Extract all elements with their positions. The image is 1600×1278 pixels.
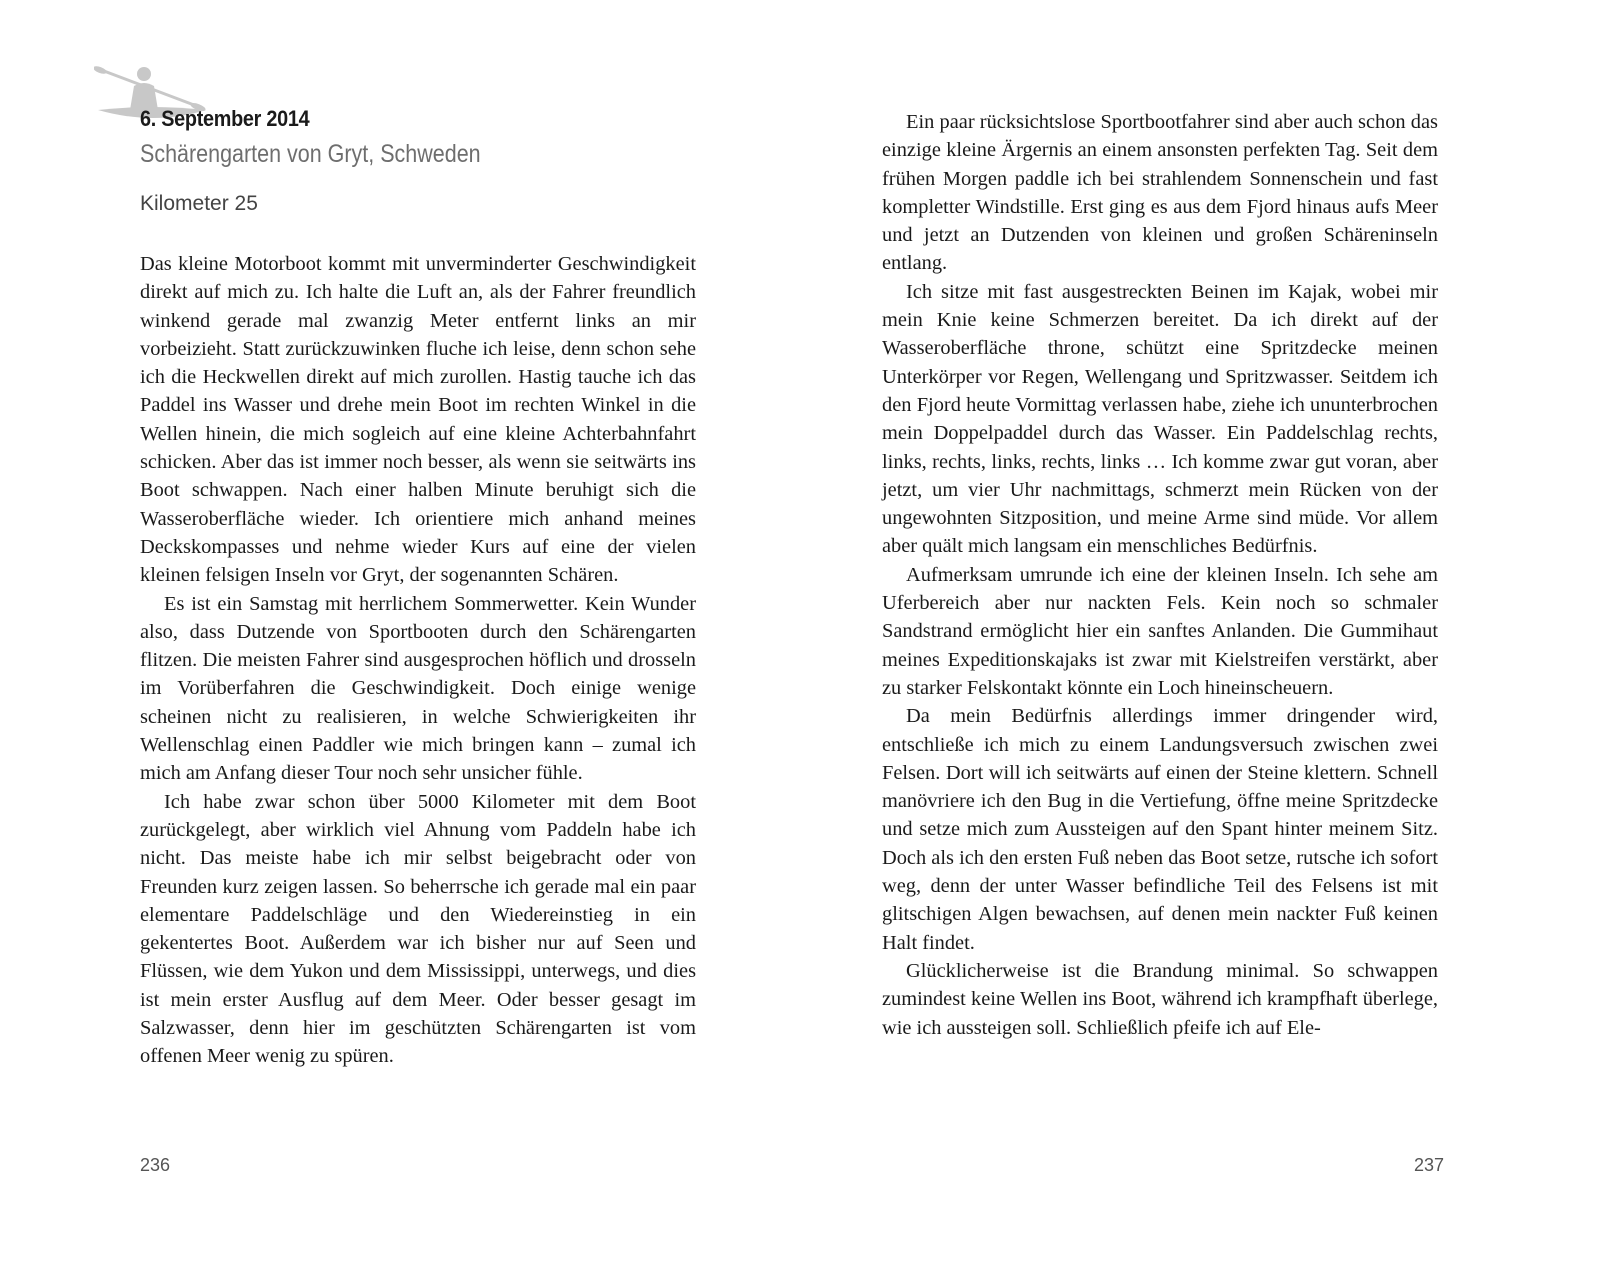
right-body-text — [882, 108, 1438, 1042]
paragraph: Ich habe zwar schon über 5000 Kilometer mit dem Boot zurückgelegt, aber wirklich viel Ahnung vom Paddeln habe ich nicht. Das meiste habe ich mir selbst beigebracht oder von Freunden kurz zeigen lassen. So beherrsche ich gerade mal ein paar elementare Paddelschläge und den Wiedereinstieg in ein gekentertes Boot. Außerdem war ich bisher nur auf Seen und Flüssen, wie dem Yukon und dem Mississippi, unterwegs, und dies ist mein erster Ausflug auf dem Meer. Oder besser gesagt im Salzwasser, denn hier im geschützten Schärengarten ist vom offenen Meer wenig zu spüren. — [140, 790, 696, 1068]
paragraph: Ein paar rücksichtslose Sportbootfahrer sind aber auch schon das einzige kleine Ärgernis an einem ansonsten perfekten Tag. Seit dem frühen Morgen paddle ich bei strahlendem Sonnenschein und fast kompletter Windstille. Erst ging es aus dem Fjord hinaus aufs Meer und jetzt an Dutzenden von kleinen und großen Schäreninseln entlang. — [882, 111, 1438, 275]
chapter-location: Schärengarten von Gryt, Schweden — [140, 140, 481, 168]
right-page — [800, 0, 1600, 1278]
page-number: 237 — [1414, 1155, 1445, 1175]
paragraph: Aufmerksam umrunde ich eine der kleinen Inseln. Ich sehe am Uferbereich aber nur nackten Fels. Kein noch so schmaler Sandstrand ermöglicht hier ein sanftes Anlanden. Die Gummihaut meines Expeditionskajaks ist zwar mit Kielstreifen verstärkt, aber zu starker Felskontakt könnte ein Loch hineinscheuern. — [882, 563, 1438, 699]
chapter-date: 6. September 2014 — [140, 106, 310, 131]
paragraph: Da mein Bedürfnis allerdings immer dringender wird, entschließe ich mich zu einem Landungsversuch zwischen zwei Felsen. Dort will ich seitwärts auf einen der Steine klettern. Schnell manövriere ich den Bug in die Vertiefung, öffne meine Spritzdecke und setze mich zum Aussteigen auf den Spant hinter meinem Sitz. Doch als ich den ersten Fuß neben das Boot setze, rutsche ich sofort weg, denn der unter Wasser befindliche Teil des Felsens ist mit glitschigen Algen bewachsen, auf denen mein nackter Fuß keinen Halt findet. — [882, 705, 1438, 954]
page-number: 236 — [140, 1155, 171, 1175]
paragraph: Es ist ein Samstag mit herrlichem Sommerwetter. Kein Wunder also, dass Dutzende von Sportbooten durch den Schärengarten flitzen. Die meisten Fahrer sind ausgesprochen höflich und drosseln im Vorüberfahren die Geschwindigkeit. Doch einige wenige scheinen nicht zu realisieren, in welche Schwierigkeiten ihr Wellenschlag einen Paddler wie mich bringen kann – zumal ich mich am Anfang dieser Tour noch sehr unsicher fühle. — [140, 592, 696, 785]
paragraph: Glücklicherweise ist die Brandung minimal. So schwappen zumindest keine Wellen ins Boot, während ich krampfhaft überlege, wie ich aussteigen soll. Schließlich pfeife ich auf Ele- — [882, 959, 1438, 1039]
paragraph: Das kleine Motorboot kommt mit unverminderter Geschwindigkeit direkt auf mich zu. Ich halte die Luft an, als der Fahrer freundlich winkend gerade mal zwanzig Meter entfernt links an mir vorbeizieht. Statt zurückzuwinken fluche ich leise, denn schon sehe ich die Heckwellen direkt auf mich zurollen. Hastig tauche ich das Paddel ins Wasser und drehe mein Boot im rechten Winkel in die Wellen hinein, die mich sogleich auf eine kleine Achterbahnfahrt schicken. Aber das ist immer noch besser, als wenn sie seitwärts ins Boot schwappen. Nach einer halben Minute beruhigt sich die Wasseroberfläche wieder. Ich orientiere mich anhand meines Deckskompasses und nehme wieder Kurs auf eine der vielen kleinen felsigen Inseln vor Gryt, der sogenannten Schären. — [140, 253, 696, 587]
paragraph: Ich sitze mit fast ausgestreckten Beinen im Kajak, wobei mir mein Knie keine Schmerzen bereitet. Da ich direkt auf der Wasseroberfläche throne, schützt eine Spritzdecke meinen Unterkörper vor Regen, Wellengang und Spritzwasser. Seitdem ich den Fjord heute Vormittag verlassen habe, ziehe ich ununterbrochen mein Doppelpaddel durch das Wasser. Ein Paddelschlag rechts, links, rechts, links, rechts, links … Ich komme zwar gut voran, aber jetzt, um vier Uhr nachmittags, schmerzt mein Rücken von der ungewohnten Sitzposition, und meine Arme sind müde. Vor allem aber quält mich langsam ein menschliches Bedürfnis. — [882, 280, 1438, 558]
left-body-text — [140, 250, 696, 1071]
chapter-kilometer: Kilometer 25 — [140, 192, 258, 215]
